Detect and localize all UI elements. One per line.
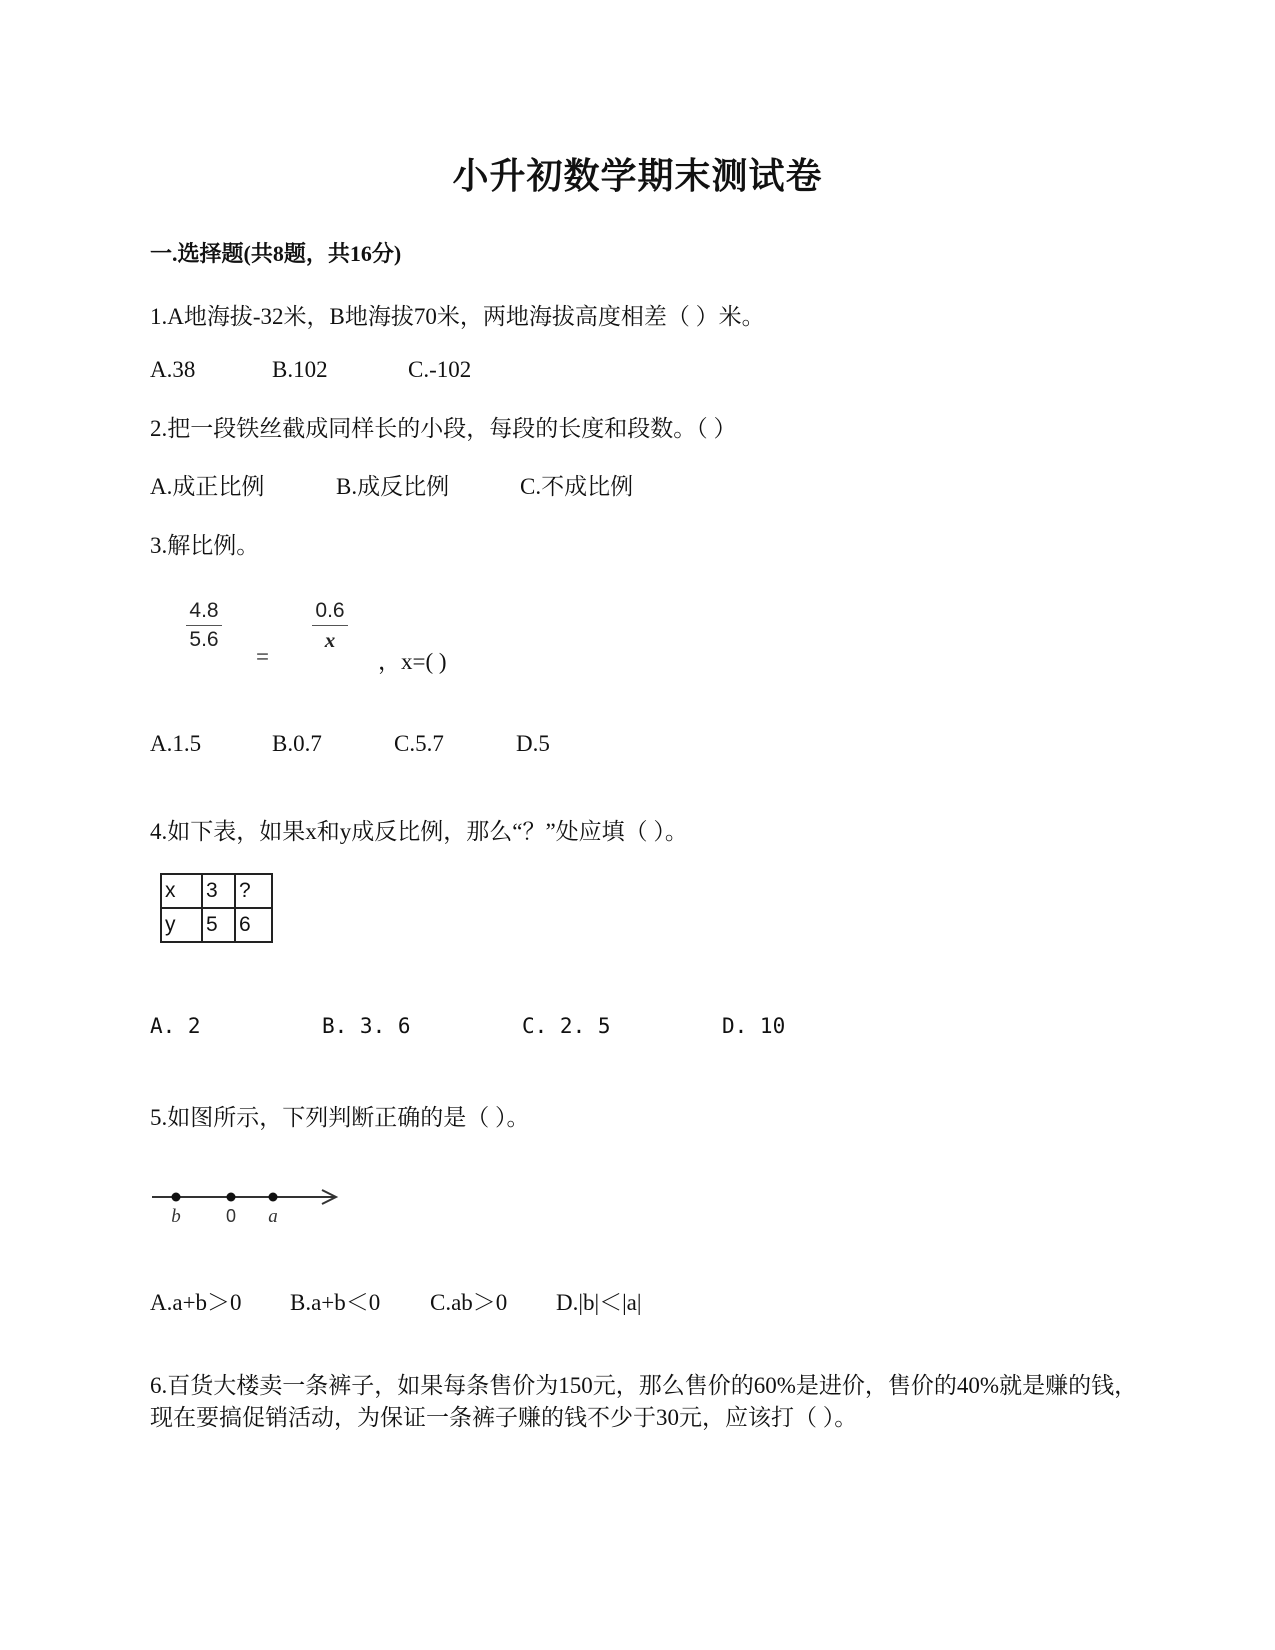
point-a — [269, 1193, 278, 1202]
table-cell: 6 — [235, 908, 272, 942]
q4-option-c: C. 2. 5 — [522, 1014, 611, 1038]
fraction-left-numerator: 4.8 — [189, 599, 219, 622]
table-row — [161, 874, 272, 908]
section-heading: 一.选择题(共8题，共16分) — [150, 241, 402, 266]
table-row — [161, 908, 272, 942]
fraction-left-denominator: 5.6 — [189, 628, 219, 651]
fraction-right-numerator: 0.6 — [315, 599, 345, 622]
fraction-right — [312, 599, 348, 653]
question-5: 5.如图所示，下列判断正确的是（ ）。 — [150, 1105, 530, 1130]
question-3: 3.解比例。 — [150, 533, 260, 558]
q3-answer-blank: ，x=( ) — [378, 649, 447, 674]
table-cell: ? — [235, 874, 272, 908]
fraction-right-denominator: x — [324, 628, 336, 652]
fraction-bar — [312, 625, 348, 626]
q1-option-c: C.-102 — [408, 357, 472, 382]
q3-option-c: C.5.7 — [394, 731, 444, 756]
q5-option-a: A.a+b＞0 — [150, 1290, 242, 1315]
q5-option-c: C.ab＞0 — [430, 1290, 508, 1315]
label-b: b — [171, 1206, 181, 1227]
q4-option-b: B. 3. 6 — [322, 1014, 411, 1038]
q3-option-d: D.5 — [516, 731, 550, 756]
table-cell: y — [161, 908, 202, 942]
point-b — [172, 1193, 181, 1202]
point-zero — [227, 1193, 236, 1202]
q5-option-b: B.a+b＜0 — [290, 1290, 381, 1315]
question-2: 2.把一段铁丝截成同样长的小段，每段的长度和段数。（ ） — [150, 416, 737, 441]
table-cell: x — [161, 874, 202, 908]
table-cell: 5 — [202, 908, 235, 942]
q2-option-b: B.成反比例 — [336, 474, 450, 499]
q2-option-c: C.不成比例 — [520, 474, 634, 499]
question-4: 4.如下表，如果x和y成反比例，那么“？”处应填（ ）。 — [150, 819, 688, 844]
q3-option-a: A.1.5 — [150, 731, 202, 756]
label-a: a — [268, 1206, 278, 1227]
label-zero: 0 — [225, 1206, 237, 1226]
question-1: 1.A地海拔-32米，B地海拔70米，两地海拔高度相差（ ）米。 — [150, 304, 765, 329]
q3-option-b: B.0.7 — [272, 731, 322, 756]
page-title: 小升初数学期末测试卷 — [452, 156, 823, 196]
q2-option-a: A.成正比例 — [150, 474, 265, 499]
xy-table — [160, 873, 273, 943]
q4-option-a: A. 2 — [150, 1014, 201, 1038]
q4-option-d: D. 10 — [722, 1014, 786, 1038]
fraction-bar — [186, 625, 222, 626]
question-6: 6.百货大楼卖一条裤子，如果每条售价为150元，那么售价的60%是进价，售价的40%就是赚的钱，现在要搞促销活动，为保证一条裤子赚的钱不少于30元，应该打（ ）。 — [150, 1373, 1138, 1430]
table-cell: 3 — [202, 874, 235, 908]
q5-option-d: D.|b|＜|a| — [556, 1290, 642, 1315]
fraction-left — [186, 599, 222, 652]
q1-option-b: B.102 — [272, 357, 328, 382]
number-line-diagram — [150, 1180, 350, 1230]
equals-sign: = — [256, 644, 269, 669]
q1-option-a: A.38 — [150, 357, 196, 382]
